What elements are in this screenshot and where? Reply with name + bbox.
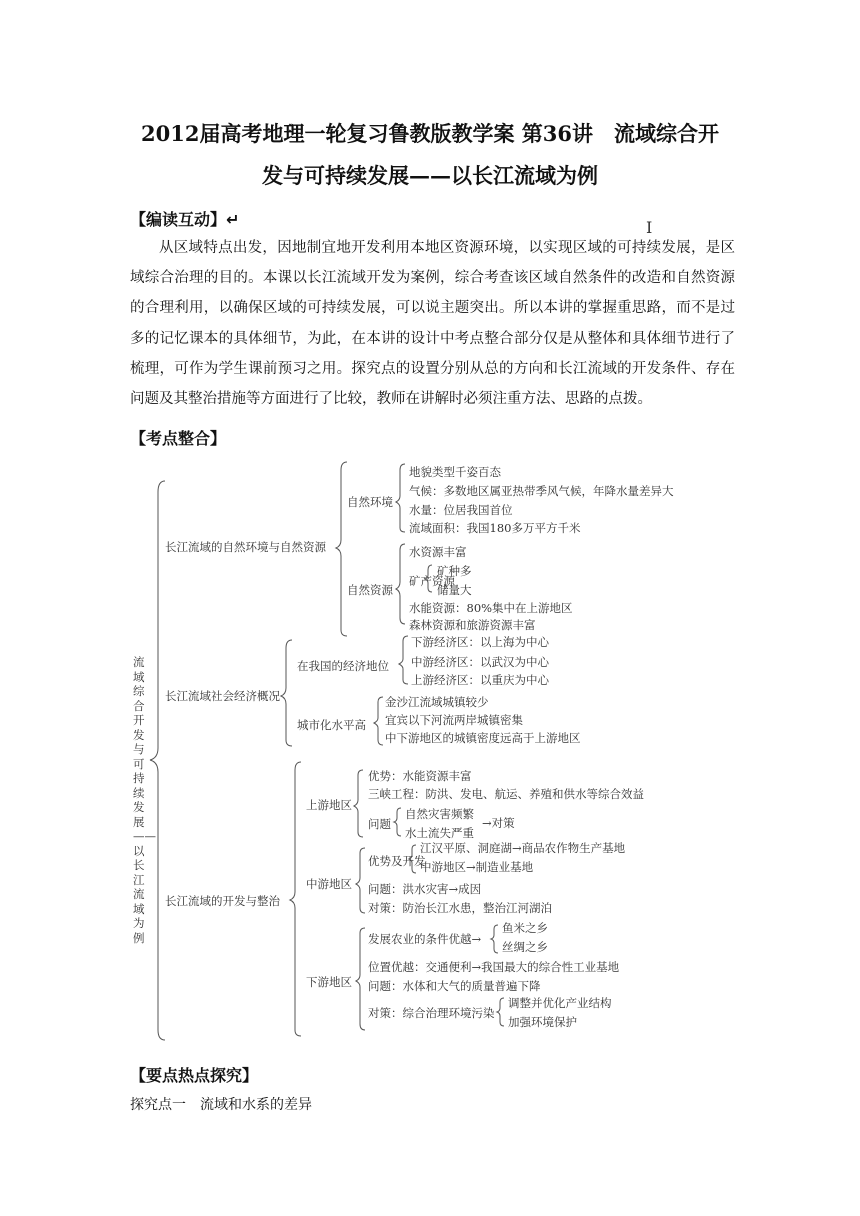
item-environment-protection: 加强环境保护	[508, 1015, 577, 1029]
text-cursor-icon: I	[646, 218, 653, 237]
item-industrial-structure: 调整并优化产业结构	[508, 996, 612, 1010]
item-mineral-variety: 矿种多	[437, 564, 472, 578]
item-upper-advantage: 优势：水能资源丰富	[368, 769, 472, 783]
item-basin-area: 流域面积：我国180多万平方千米	[409, 521, 581, 535]
item-countermeasure-arrow: →对策	[482, 816, 515, 830]
item-landform: 地貌类型千姿百态	[409, 465, 501, 479]
node-natural-env: 自然环境	[347, 495, 393, 509]
item-lower-economic-zone: 下游经济区：以上海为中心	[411, 635, 549, 649]
section-heading-hot-topics: 【要点热点探究】	[130, 1066, 259, 1085]
item-yibin-towns: 宜宾以下河流两岸城镇密集	[385, 713, 523, 727]
item-jinsha-towns: 金沙江流域城镇较少	[385, 695, 489, 709]
node-natural-resources: 自然资源	[347, 583, 393, 597]
item-agri-conditions: 发展农业的条件优越→	[368, 932, 482, 946]
item-natural-disasters: 自然灾害频繁	[405, 807, 474, 821]
item-lower-problem: 问题：水体和大气的质量普遍下降	[368, 979, 541, 993]
section-heading-key-points: 【考点整合】	[130, 429, 227, 448]
item-soil-erosion: 水土流失严重	[405, 826, 474, 840]
node-socio-economic: 长江流域社会经济概况	[165, 689, 280, 703]
item-water-resources: 水资源丰富	[409, 545, 467, 559]
node-natural-env-resources: 长江流域的自然环境与自然资源	[165, 540, 326, 554]
mind-map-root: 流域综合开发与可持续发展——以长江流域为例	[133, 655, 156, 945]
item-mineral-resources: 矿产资源	[409, 574, 455, 588]
item-mineral-reserves: 储量大	[437, 583, 472, 597]
item-fish-rice-land: 鱼米之乡	[502, 921, 548, 935]
item-water-volume: 水量：位居我国首位	[409, 503, 513, 517]
item-location-advantage: 位置优越：交通便利→我国最大的综合性工业基地	[368, 960, 620, 974]
inquiry-point-one: 探究点一 流域和水系的差异	[130, 1097, 312, 1113]
item-town-density: 中下游地区的城镇密度远高于上游地区	[385, 731, 581, 745]
item-upper-problems: 问题	[368, 817, 391, 831]
item-three-gorges: 三峡工程：防洪、发电、航运、养殖和供水等综合效益	[368, 787, 644, 801]
item-flood-problem: 问题：洪水灾害→成因	[368, 882, 482, 896]
item-jianghan-plain: 江汉平原、洞庭湖→商品农作物生产基地	[420, 841, 626, 855]
document-title-line-1: 2012届高考地理一轮复习鲁教版教学案 第36讲 流域综合开	[141, 121, 719, 146]
node-lower-reaches: 下游地区	[306, 975, 352, 989]
item-upper-economic-zone: 上游经济区：以重庆为中心	[411, 673, 549, 687]
section-heading-interaction: 【编读互动】↵	[130, 210, 240, 229]
item-climate: 气候：多数地区属亚热带季风气候，年降水量差异大	[409, 484, 674, 498]
node-development-governance: 长江流域的开发与整治	[165, 894, 280, 908]
document-title-line-2: 发与可持续发展——以长江流域为例	[262, 163, 598, 188]
item-middle-economic-zone: 中游经济区：以武汉为中心	[411, 655, 549, 669]
node-middle-reaches: 中游地区	[306, 877, 352, 891]
node-upper-reaches: 上游地区	[306, 798, 352, 812]
intro-paragraph-text: 从区域特点出发，因地制宜地开发利用本地区资源环境，以实现区域的可持续发展，是区域综合治理的目的。本课以长江流域开发为案例，综合考查该区域自然条件的改造和自然资源的合理利用，以确保区域的可持续发展，可以说主题突出。所以本讲的掌握重思路，而不是过多的记忆课本的具体细节，为此，在本讲的设计中考点整合部分仅是从整体和具体细节进行了梳理，可作为学生课前预习之用。探究点的设置分别从总的方向和长江流域的开发条件、存在问题及其整治措施等方面进行了比较，教师在讲解时必须注重方法、思路的点拨。	[130, 240, 735, 408]
node-urbanization: 城市化水平高	[297, 718, 366, 732]
item-lower-countermeasure: 对策：综合治理环境污染	[368, 1006, 495, 1020]
node-economic-status: 在我国的经济地位	[297, 659, 389, 673]
item-hydropower: 水能资源：80%集中在上游地区	[409, 601, 573, 615]
item-middle-countermeasure: 对策：防治长江水患，整治江河湖泊	[368, 901, 552, 915]
item-middle-advantage: 优势及开发	[368, 854, 426, 868]
item-forest-tourism: 森林资源和旅游资源丰富	[409, 618, 536, 632]
item-silk-land: 丝绸之乡	[502, 940, 548, 954]
item-manufacturing-base: 中游地区→制造业基地	[420, 860, 534, 874]
